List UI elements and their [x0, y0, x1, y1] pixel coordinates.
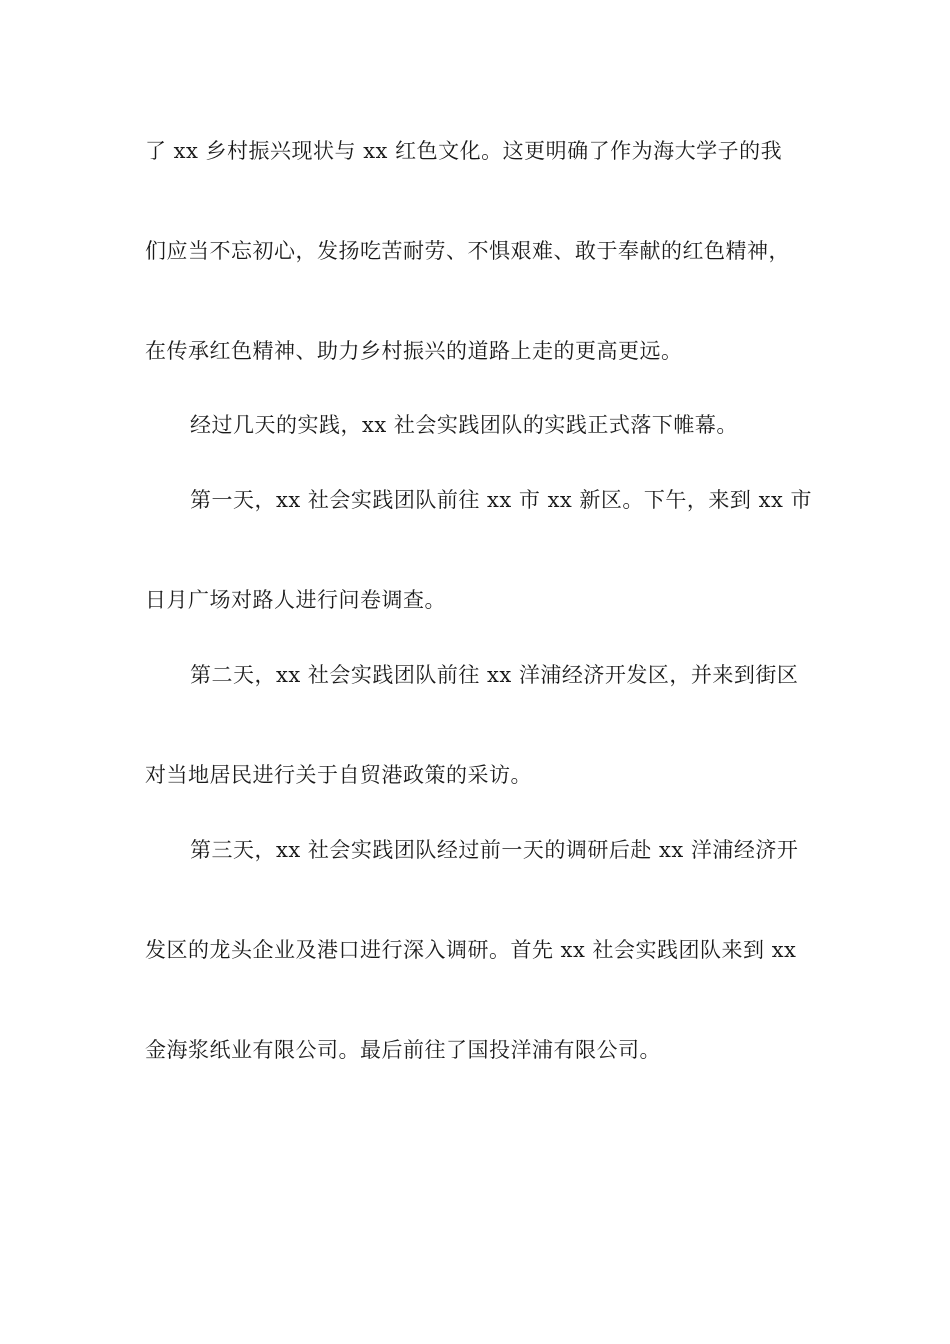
paragraph-line: 对当地居民进行关于自贸港政策的采访。 — [145, 763, 532, 787]
paragraph-line: 第三天，xx 社会实践团队经过前一天的调研后赴 xx 洋浦经济开 — [190, 838, 799, 862]
paragraph-line: 了 xx 乡村振兴现状与 xx 红色文化。这更明确了作为海大学子的我 — [145, 139, 783, 163]
paragraph-line: 在传承红色精神、助力乡村振兴的道路上走的更高更远。 — [145, 339, 683, 363]
paragraph-line: 发区的龙头企业及港口进行深入调研。首先 xx 社会实践团队来到 xx — [145, 938, 797, 962]
paragraph-line: 日月广场对路人进行问卷调查。 — [145, 588, 446, 612]
paragraph-line: 第一天，xx 社会实践团队前往 xx 市 xx 新区。下午，来到 xx 市 — [190, 488, 812, 512]
paragraph-line: 经过几天的实践，xx 社会实践团队的实践正式落下帷幕。 — [190, 413, 738, 437]
paragraph-line: 们应当不忘初心，发扬吃苦耐劳、不惧艰难、敢于奉献的红色精神， — [145, 239, 790, 263]
paragraph-line: 第二天，xx 社会实践团队前往 xx 洋浦经济开发区，并来到街区 — [190, 663, 799, 687]
paragraph-line: 金海浆纸业有限公司。最后前往了国投洋浦有限公司。 — [145, 1038, 661, 1062]
